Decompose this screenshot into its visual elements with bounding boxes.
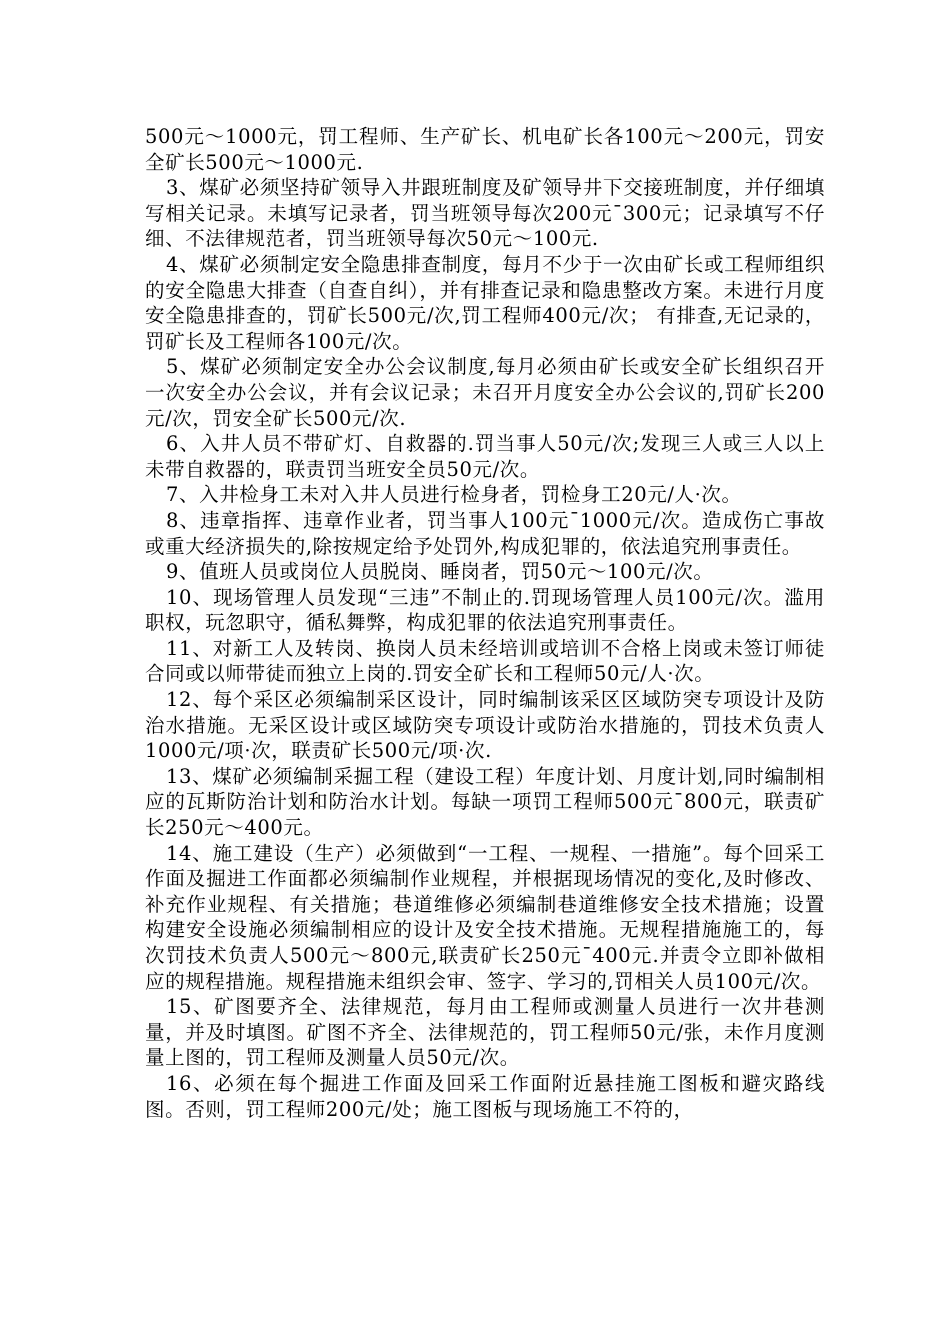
paragraph-item-8: 8、违章指挥、违章作业者，罚当事人100元¯1000元/次。造成伤亡事故或重大经济损失的,除按规定给予处罚外,构成犯罪的，依法追究刑事责任。 (145, 508, 825, 558)
paragraph-item-15: 15、矿图要齐全、法律规范，每月由工程师或测量人员进行一次井巷测量，并及时填图。矿图不齐全、法律规范的，罚工程师50元/张，未作月度测量上图的，罚工程师及测量人员50元/次。 (145, 995, 825, 1070)
paragraph-item-6: 6、入井人员不带矿灯、自救器的.罚当事人50元/次;发现三人或三人以上未带自救器的，联责罚当班安全员50元/次。 (145, 432, 825, 481)
paragraph-item-13: 13、煤矿必须编制采掘工程（建设工程）年度计划、月度计划,同时编制相应的瓦斯防治计划和防治水计划。每缺一项罚工程师500元¯800元，联责矿长250元～400元。 (145, 764, 825, 840)
paragraph-item-11: 11、对新工人及转岗、换岗人员未经培训或培训不合格上岗或未签订师徒合同或以师带徒而独立上岗的.罚安全矿长和工程师50元/人·次。 (145, 636, 825, 686)
paragraph-item-12: 12、每个采区必须编制采区设计，同时编制该采区区域防突专项设计及防治水措施。无采区设计或区域防突专项设计或防治水措施的，罚技术负责人1000元/项·次，联责矿长500元/项·次. (145, 688, 825, 763)
paragraph-continuation: 500元～1000元，罚工程师、生产矿长、机电矿长各100元～200元，罚安全矿长500元～1000元. (145, 125, 825, 174)
paragraph-item-9: 9、值班人员或岗位人员脱岗、睡岗者，罚50元～100元/次。 (166, 560, 714, 584)
paragraph-item-10: 10、现场管理人员发现“三违”不制止的.罚现场管理人员100元/次。滥用职权，玩忽职守，循私舞弊，构成犯罪的依法追究刑事责任。 (145, 585, 825, 635)
paragraph-item-3: 3、煤矿必须坚持矿领导入井跟班制度及矿领导井下交接班制度，并仔细填写相关记录。未填写记录者，罚当班领导每次200元¯300元；记录填写不仔细、不法律规范者，罚当班领导每次50元～100元. (145, 176, 825, 251)
paragraph-item-4: 4、煤矿必须制定安全隐患排查制度，每月不少于一次由矿长或工程师组织的安全隐患大排查（自查自纠），并有排查记录和隐患整改方案。未进行月度安全隐患排查的，罚矿长500元/次,罚工程师400元/次； 有排查,无记录的，罚矿长及工程师各100元/次。 (145, 252, 825, 353)
paragraph-item-7: 7、入井检身工未对入井人员进行检身者，罚检身工20元/人·次。 (166, 483, 742, 507)
paragraph-item-16: 16、必须在每个掘进工作面及回采工作面附近悬挂施工图板和避灾路线图。否则，罚工程师200元/处；施工图板与现场施工不符的， (145, 1071, 825, 1121)
paragraph-item-14: 14、施工建设（生产）必须做到“一工程、一规程、一措施”。每个回采工作面及掘进工作面都必须编制作业规程，并根据现场情况的变化,及时修改、补充作业规程、有关措施；巷道维修必须编制巷道维修安全技术措施；设置构建安全设施必须编制相应的设计及安全技术措施。无规程措施施工的，每次罚技术负责人500元～800元,联责矿长250元¯400元.并责令立即补做相应的规程措施。规程措施未组织会审、签字、学习的,罚相关人员100元/次。 (145, 841, 825, 993)
document-body (145, 124, 825, 1122)
paragraph-item-5: 5、煤矿必须制定安全办公会议制度,每月必须由矿长或安全矿长组织召开一次安全办公会议，并有会议记录；未召开月度安全办公会议的,罚矿长200元/次，罚安全矿长500元/次. (145, 355, 825, 430)
